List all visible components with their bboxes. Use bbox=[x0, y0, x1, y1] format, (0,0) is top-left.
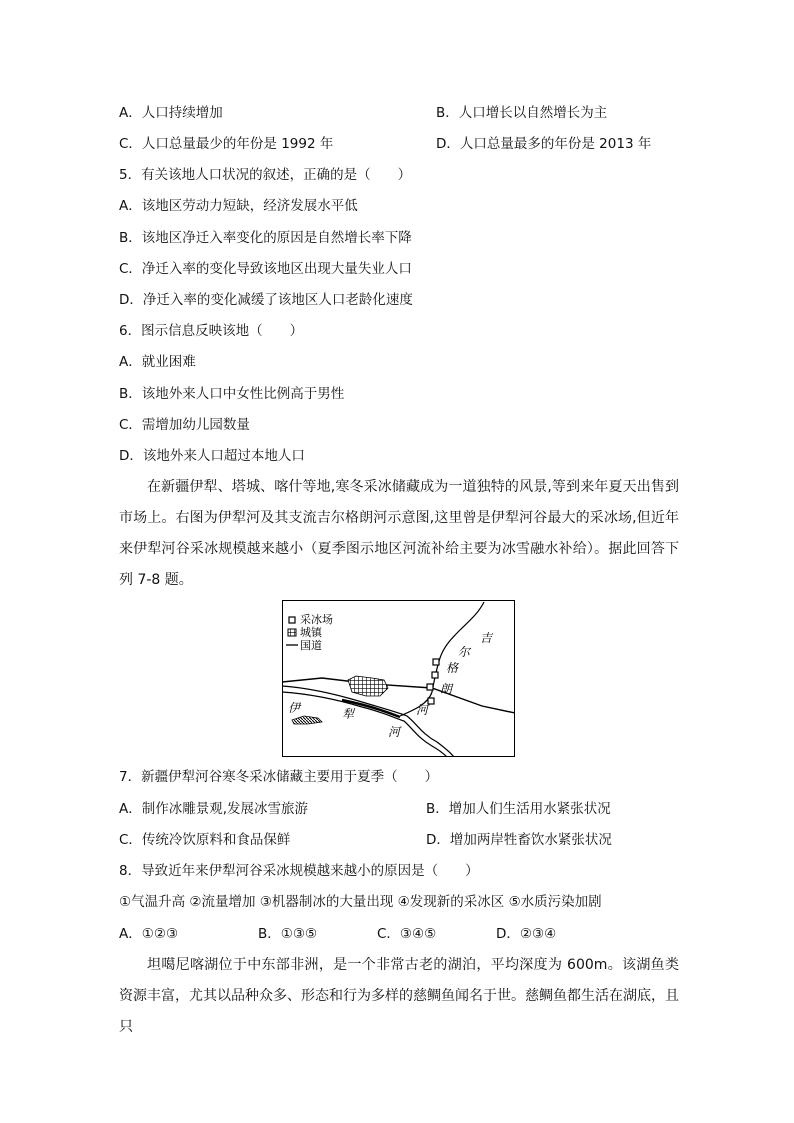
q8-stem: 8．导致近年来伊犁河谷采冰规模越来越小的原因是（ ） bbox=[119, 863, 479, 879]
ice-field-marker-1 bbox=[433, 659, 439, 665]
q8-option-a: A．①②③ bbox=[119, 926, 179, 942]
q4-option-a: A．人口持续增加 bbox=[119, 105, 223, 121]
q6-stem: 6．图示信息反映该地（ ） bbox=[119, 323, 304, 339]
ice-field-marker-2 bbox=[432, 672, 438, 678]
q8-option-b: B．①③⑤ bbox=[258, 926, 318, 942]
q4-option-c: C．人口总量最少的年份是 1992 年 bbox=[119, 136, 334, 152]
river-label-he: 河 bbox=[388, 725, 401, 739]
q6-option-d: D．该地外来人口超过本地人口 bbox=[119, 448, 305, 464]
legend-town-label: 城镇 bbox=[300, 626, 322, 639]
q7-option-a: A．制作冰雕景观,发展冰雪旅游 bbox=[119, 801, 309, 817]
q8-option-d: D．②③④ bbox=[496, 926, 557, 942]
passage-ili-ice: 在新疆伊犁、塔城、喀什等地,寒冬采冰储藏成为一道独特的风景,等到来年夏天出售到市场上。右图为伊犁河及其支流吉尔格朗河示意图,这里曾是伊犁河谷最大的采冰场,但近年来伊犁河谷采冰规模越来越小（夏季图示地区河流补给主要为冰雪融水补给）。据此回答下列 7-8 题。 bbox=[119, 479, 679, 588]
q4-option-d: D．人口总量最多的年份是 2013 年 bbox=[436, 136, 652, 152]
ice-field-legend-symbol bbox=[289, 617, 295, 623]
q6-option-b: B．该地外来人口中女性比例高于男性 bbox=[119, 386, 345, 402]
q7-option-d: D．增加两岸牲畜饮水紧张状况 bbox=[426, 832, 612, 848]
tributary-label-lang: 朗 bbox=[440, 682, 453, 696]
tributary-label-ji: 吉 bbox=[480, 631, 493, 645]
q7-stem: 7．新疆伊犁河谷寒冬采冰储藏主要用于夏季（ ） bbox=[119, 769, 439, 785]
q5-option-b: B．该地区净迁入率变化的原因是自然增长率下降 bbox=[119, 230, 412, 246]
river-label-yi: 伊 bbox=[288, 701, 301, 715]
ili-river-map bbox=[282, 600, 515, 757]
passage-tanganyika: 坦噶尼喀湖位于中东部非洲，是一个非常古老的湖泊，平均深度为 600m。该湖鱼类资源丰富，尤其以品种众多、形态和行为多样的慈鲷鱼闻名于世。慈鲷鱼都生活在湖底，且只 bbox=[119, 957, 679, 1035]
river-label-li: 犁 bbox=[342, 707, 355, 721]
q8-items: ①气温升高 ②流量增加 ③机器制冰的大量出现 ④发现新的采冰区 ⑤水质污染加剧 bbox=[119, 894, 602, 910]
q6-option-c: C．需增加幼儿园数量 bbox=[119, 417, 250, 433]
q5-option-c: C．净迁入率的变化导致该地区出现大量失业人口 bbox=[119, 261, 412, 277]
q4-option-b: B．人口增长以自然增长为主 bbox=[436, 105, 608, 121]
q6-option-a: A．就业困难 bbox=[119, 354, 196, 370]
ice-field-marker-3 bbox=[427, 684, 433, 690]
tributary-label-ge: 格 bbox=[446, 661, 459, 675]
ice-field-marker-4 bbox=[428, 698, 434, 704]
q7-option-c: C．传统冷饮原料和食品保鲜 bbox=[119, 832, 291, 848]
q8-option-c: C．③④⑤ bbox=[377, 926, 437, 942]
legend-ice-label: 采冰场 bbox=[300, 613, 333, 626]
q7-option-b: B．增加人们生活用水紧张状况 bbox=[426, 801, 611, 817]
tributary-label-er: 尔 bbox=[458, 645, 471, 659]
town-legend-symbol bbox=[288, 629, 296, 636]
q5-option-d: D．净迁入率的变化减缓了该地区人口老龄化速度 bbox=[119, 292, 413, 308]
tributary-label-he: 河 bbox=[416, 703, 429, 717]
legend-road-label: 国道 bbox=[300, 639, 322, 652]
q5-stem: 5．有关该地人口状况的叙述，正确的是（ ） bbox=[119, 167, 412, 183]
q5-option-a: A．该地区劳动力短缺，经济发展水平低 bbox=[119, 198, 358, 214]
